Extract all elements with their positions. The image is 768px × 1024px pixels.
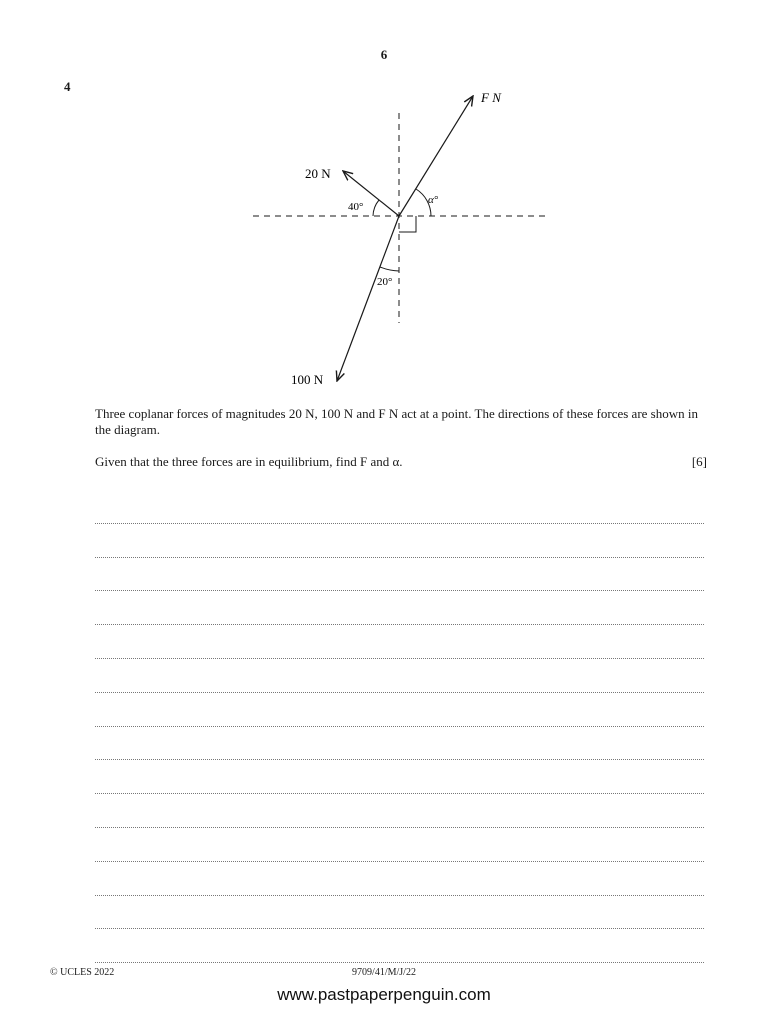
question-text: Three coplanar forces of magnitudes 20 N, 100 N and F N act at a point. The directions of these forces are shown in the diagram. xyxy=(95,406,698,437)
answer-line[interactable] xyxy=(95,794,704,828)
marks-label: [6] xyxy=(691,454,707,469)
question-prompt: Given that the three forces are in equilibrium, find F and α. xyxy=(95,454,403,469)
angle-40-label: 40° xyxy=(348,201,364,213)
question-number: 4 xyxy=(64,79,71,94)
force-100-label: 100 N xyxy=(291,372,324,387)
page-number: 6 xyxy=(380,47,388,62)
answer-line[interactable] xyxy=(95,929,704,963)
answer-line[interactable] xyxy=(95,727,704,761)
angle-arc-40 xyxy=(373,200,379,216)
watermark: www.pastpaperpenguin.com xyxy=(277,985,491,1004)
force-diagram xyxy=(0,0,768,400)
angle-alpha-label: α° xyxy=(428,194,439,206)
copyright: © UCLES 2022 xyxy=(50,967,115,978)
force-100-arrow xyxy=(337,216,399,381)
answer-line[interactable] xyxy=(95,659,704,693)
answer-line[interactable] xyxy=(95,693,704,727)
answer-lines xyxy=(95,490,704,963)
answer-line[interactable] xyxy=(95,625,704,659)
question-prompt-row xyxy=(95,454,707,470)
force-f-label: F N xyxy=(481,90,501,105)
force-20-label: 20 N xyxy=(305,166,331,181)
answer-line[interactable] xyxy=(95,760,704,794)
answer-line[interactable] xyxy=(95,896,704,930)
paper-code: 9709/41/M/J/22 xyxy=(352,967,416,978)
right-angle-marker xyxy=(399,216,416,232)
answer-line[interactable] xyxy=(95,524,704,558)
answer-line[interactable] xyxy=(95,558,704,592)
answer-line[interactable] xyxy=(95,828,704,862)
angle-arc-20 xyxy=(380,267,399,271)
answer-line[interactable] xyxy=(95,490,704,524)
angle-20-label: 20° xyxy=(377,276,393,288)
answer-line[interactable] xyxy=(95,591,704,625)
answer-line[interactable] xyxy=(95,862,704,896)
